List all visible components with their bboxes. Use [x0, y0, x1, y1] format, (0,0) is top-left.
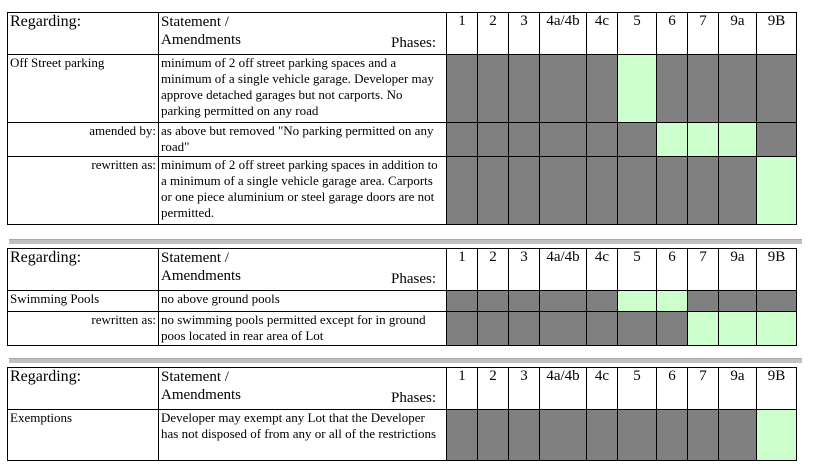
phase-cell [719, 123, 757, 157]
phase-header-5: 5 [618, 368, 657, 410]
off-street-parking-table [7, 12, 797, 225]
section-divider [9, 239, 802, 244]
phase-cell [540, 55, 587, 123]
statement-cell: minimum of 2 off street parking spaces and a minimum of a single vehicle garage. Developer may approve detached garages but not carports. No parking permitted on any road [159, 55, 447, 123]
phase-header-4a-4b: 4a/4b [540, 368, 587, 410]
phase-cell [509, 291, 540, 312]
table-row [8, 55, 797, 123]
phase-cell [587, 123, 618, 157]
phase-header-4c: 4c [587, 368, 618, 410]
phases-label: Phases: [391, 271, 436, 287]
phase-header-7: 7 [688, 249, 719, 291]
phase-cell [478, 312, 509, 346]
phase-header-5: 5 [618, 13, 657, 55]
statement-cell: minimum of 2 off street parking spaces in addition to a minimum of a single vehicle garage area. Carports or one piece aluminium or steel garage doors are not permitted. [159, 157, 447, 225]
phase-header-1: 1 [447, 13, 478, 55]
phase-header-3: 3 [509, 368, 540, 410]
phase-header-9b: 9B [757, 249, 797, 291]
phase-header-4a-4b: 4a/4b [540, 249, 587, 291]
phase-cell [757, 410, 797, 461]
table-row [8, 291, 797, 312]
phase-cell [587, 410, 618, 461]
phase-cell [540, 312, 587, 346]
section-divider [9, 358, 802, 363]
phase-cell [757, 123, 797, 157]
phase-header-2: 2 [478, 13, 509, 55]
phase-header-9a: 9a [719, 13, 757, 55]
phase-cell [540, 157, 587, 225]
phase-cell [757, 312, 797, 346]
phase-cell [657, 55, 688, 123]
phase-header-9b: 9B [757, 13, 797, 55]
regarding-cell: Exemptions [8, 410, 159, 461]
regarding-cell: amended by: [8, 123, 159, 157]
exemptions-table [7, 367, 797, 461]
phase-cell [657, 410, 688, 461]
phase-cell [688, 312, 719, 346]
phase-header-4c: 4c [587, 13, 618, 55]
regarding-header: Regarding: [8, 13, 159, 55]
phase-cell [540, 291, 587, 312]
phase-cell [719, 410, 757, 461]
phase-cell [540, 123, 587, 157]
phase-cell [757, 291, 797, 312]
phase-cell [509, 55, 540, 123]
phase-cell [688, 291, 719, 312]
phase-header-3: 3 [509, 13, 540, 55]
phase-header-3: 3 [509, 249, 540, 291]
phase-cell [618, 123, 657, 157]
phase-header-7: 7 [688, 368, 719, 410]
phase-cell [447, 157, 478, 225]
header-row [8, 249, 797, 291]
phase-cell [719, 291, 757, 312]
table-row [8, 123, 797, 157]
phase-cell [478, 55, 509, 123]
phase-cell [688, 123, 719, 157]
phase-cell [757, 55, 797, 123]
statement-header-line1: Statement / [161, 14, 229, 30]
phase-header-5: 5 [618, 249, 657, 291]
phase-cell [540, 410, 587, 461]
statement-header-line1: Statement / [161, 250, 229, 266]
statement-header [159, 13, 447, 55]
regarding-cell: Off Street parking [8, 55, 159, 123]
phase-header-9a: 9a [719, 249, 757, 291]
phase-cell [478, 157, 509, 225]
statement-cell: no swimming pools permitted except for in ground poos located in rear area of Lot [159, 312, 447, 346]
regarding-cell: rewritten as: [8, 157, 159, 225]
phase-cell [719, 55, 757, 123]
header-row [8, 13, 797, 55]
statement-header-line2: Amendments [161, 387, 241, 403]
phase-header-6: 6 [657, 13, 688, 55]
table-row [8, 410, 797, 461]
phase-header-2: 2 [478, 249, 509, 291]
phase-cell [618, 410, 657, 461]
phase-cell [509, 157, 540, 225]
phase-header-6: 6 [657, 368, 688, 410]
phase-cell [657, 157, 688, 225]
swimming-pools-table [7, 248, 797, 346]
statement-cell: as above but removed "No parking permitted on any road" [159, 123, 447, 157]
phase-cell [478, 410, 509, 461]
phase-cell [587, 291, 618, 312]
phase-cell [447, 312, 478, 346]
statement-header [159, 368, 447, 410]
phase-header-1: 1 [447, 249, 478, 291]
phase-cell [447, 55, 478, 123]
phase-cell [447, 410, 478, 461]
regarding-cell: Swimming Pools [8, 291, 159, 312]
phases-label: Phases: [391, 390, 436, 406]
header-row [8, 368, 797, 410]
phase-cell [509, 312, 540, 346]
phases-label: Phases: [391, 35, 436, 51]
table-row [8, 157, 797, 225]
phase-cell [719, 312, 757, 346]
phase-cell [447, 291, 478, 312]
statement-cell: Developer may exempt any Lot that the Developer has not disposed of from any or all of the restrictions [159, 410, 447, 461]
phase-header-9a: 9a [719, 368, 757, 410]
phase-cell [447, 123, 478, 157]
phase-header-2: 2 [478, 368, 509, 410]
phase-cell [478, 291, 509, 312]
phase-cell [719, 157, 757, 225]
phase-cell [657, 291, 688, 312]
statement-header-line1: Statement / [161, 369, 229, 385]
phase-cell [688, 157, 719, 225]
phase-header-9b: 9B [757, 368, 797, 410]
table-row [8, 312, 797, 346]
phase-cell [657, 312, 688, 346]
phase-header-4c: 4c [587, 249, 618, 291]
phase-header-4a-4b: 4a/4b [540, 13, 587, 55]
phase-cell [618, 291, 657, 312]
regarding-header: Regarding: [8, 368, 159, 410]
phase-header-1: 1 [447, 368, 478, 410]
phase-cell [618, 157, 657, 225]
phase-cell [688, 55, 719, 123]
phase-cell [657, 123, 688, 157]
phase-cell [757, 157, 797, 225]
regarding-header: Regarding: [8, 249, 159, 291]
phase-cell [587, 55, 618, 123]
phase-header-7: 7 [688, 13, 719, 55]
statement-header [159, 249, 447, 291]
statement-header-line2: Amendments [161, 32, 241, 48]
statement-cell: no above ground pools [159, 291, 447, 312]
phase-cell [587, 312, 618, 346]
phase-cell [478, 123, 509, 157]
regarding-cell: rewritten as: [8, 312, 159, 346]
statement-header-line2: Amendments [161, 268, 241, 284]
phase-cell [618, 312, 657, 346]
phase-cell [509, 410, 540, 461]
phase-header-6: 6 [657, 249, 688, 291]
phase-cell [688, 410, 719, 461]
phase-cell [509, 123, 540, 157]
phase-cell [587, 157, 618, 225]
phase-cell [618, 55, 657, 123]
